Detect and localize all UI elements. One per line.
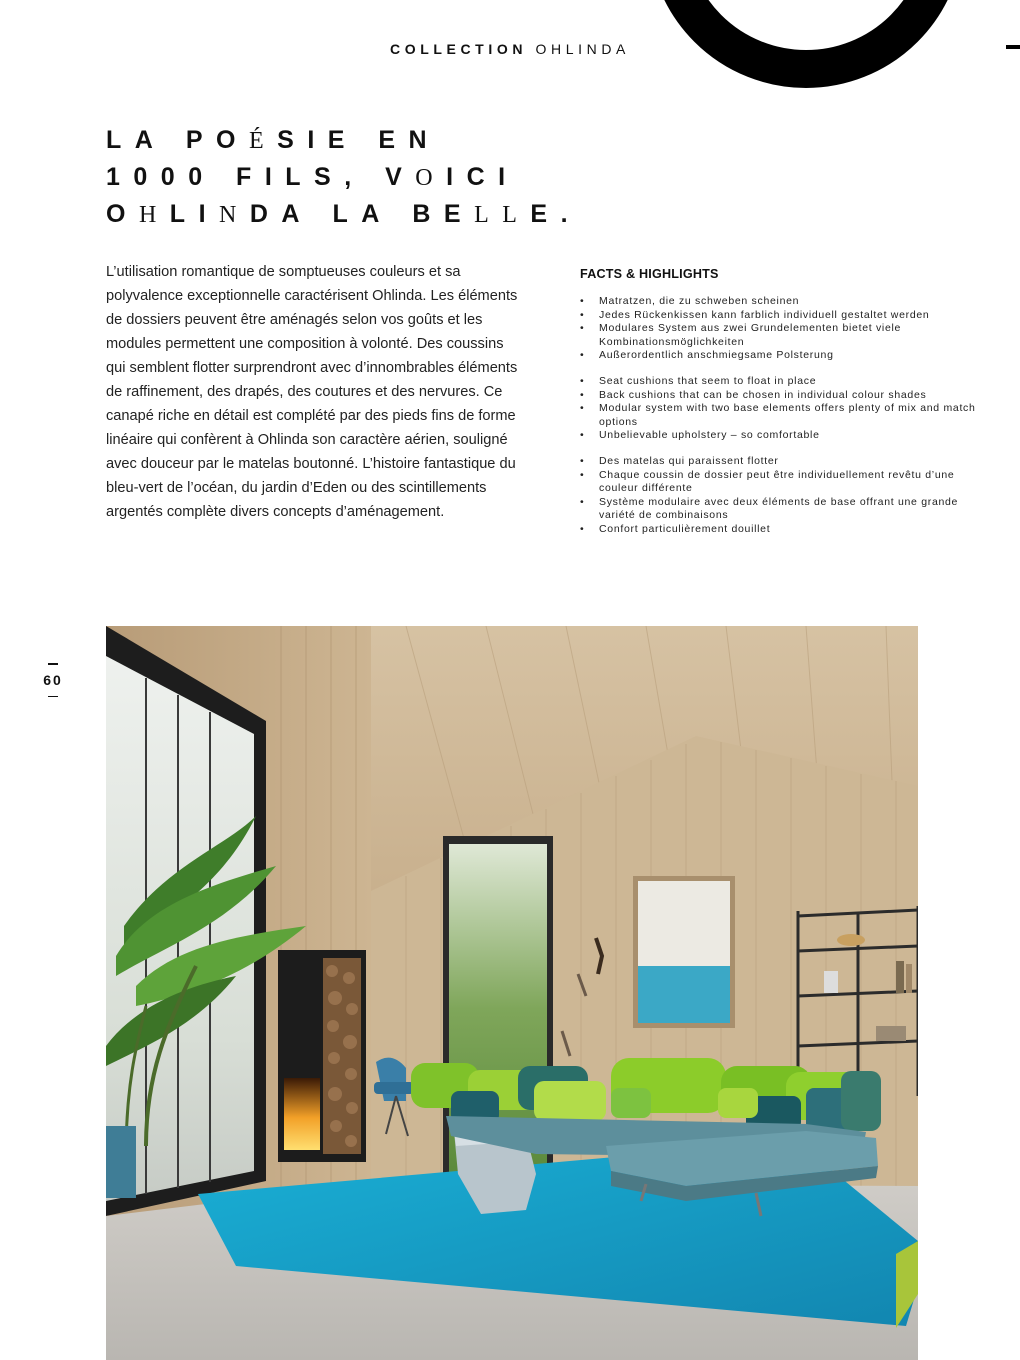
collection-name: OHLINDA — [535, 41, 630, 57]
body-paragraph: L’utilisation romantique de somptueuses couleurs et sa polyvalence exceptionnelle caractérisent Ohlinda. Les éléments de dossiers peuvent être aménagés selon vos goûts et les modules permettent une composition à volonté. Des coussins qui semblent flotter surprendront avec d’innombrables éléments de raffinement, des drapés, des coutures et des nervures. Ce canapé riche en détail est complété par des pieds fins de forme linéaire qui confèrent à Ohlinda son caractère aérien, souligné avec douceur par le matelas boutonné. L’histoire fantastique du bleu-vert de l’océan, du jardin d’Eden ou des scintillements argentés complète divers concepts d’aménagement. — [106, 264, 518, 520]
collection-label: COLLECTION — [390, 41, 528, 57]
list-item: • Jedes Rückenkissen kann farblich individuell gestaltet werden — [580, 309, 980, 323]
title-part: LA PO — [106, 126, 249, 154]
title-line-2 — [106, 159, 581, 196]
title-part: O — [106, 200, 139, 228]
artwork-blue — [638, 966, 730, 1023]
page-number-dash — [48, 696, 58, 698]
page-number-value: 60 — [43, 671, 63, 688]
facts-list-english — [580, 375, 980, 443]
body-text — [106, 260, 526, 524]
title-part: É — [248, 128, 278, 154]
title-part: E. — [530, 200, 582, 228]
title-part: SIE EN — [277, 126, 441, 154]
page-title — [106, 122, 581, 233]
fire — [284, 1078, 320, 1150]
title-line-1 — [106, 122, 581, 159]
living-room-photo — [106, 626, 918, 1360]
collection-header — [0, 41, 1020, 57]
title-part: LL — [474, 202, 531, 228]
list-item: • Modulares System aus zwei Grundelementen bietet viele Kombinationsmöglichkeiten — [580, 322, 980, 349]
list-item: • Chaque coussin de dossier peut être individuellement revêtu d’une couleur différente — [580, 469, 980, 496]
title-part: N — [219, 202, 250, 228]
facts-list-french — [580, 455, 980, 537]
title-part: O — [415, 165, 447, 191]
list-item: • Back cushions that can be chosen in individual colour shades — [580, 389, 980, 403]
living-room-illustration — [106, 626, 918, 1360]
list-item: • Modular system with two base elements offers plenty of mix and match options — [580, 402, 980, 429]
title-part: H — [138, 202, 170, 228]
page-number-dash — [48, 663, 58, 665]
facts-list-german — [580, 295, 980, 363]
list-item: • Außerordentlich anschmiegsame Polsterung — [580, 349, 980, 363]
list-item: • Système modulaire avec deux éléments de base offrant une grande variété de combinaisons — [580, 496, 980, 523]
title-part: DA LA BE — [249, 200, 475, 228]
list-item: • Des matelas qui paraissent flotter — [580, 455, 980, 469]
page-number — [36, 663, 70, 697]
title-line-3 — [106, 196, 581, 233]
list-item: • Confort particulièrement douillet — [580, 523, 980, 537]
title-part: 1000 FILS, V — [106, 163, 416, 191]
facts-title: FACTS & HIGHLIGHTS — [580, 267, 719, 281]
title-part: LI — [169, 200, 220, 228]
list-item: • Seat cushions that seem to float in place — [580, 375, 980, 389]
title-part: ICI — [446, 163, 519, 191]
facts-highlights — [580, 267, 980, 549]
list-item: • Matratzen, die zu schweben scheinen — [580, 295, 980, 309]
list-item: • Unbelievable upholstery – so comfortable — [580, 429, 980, 443]
